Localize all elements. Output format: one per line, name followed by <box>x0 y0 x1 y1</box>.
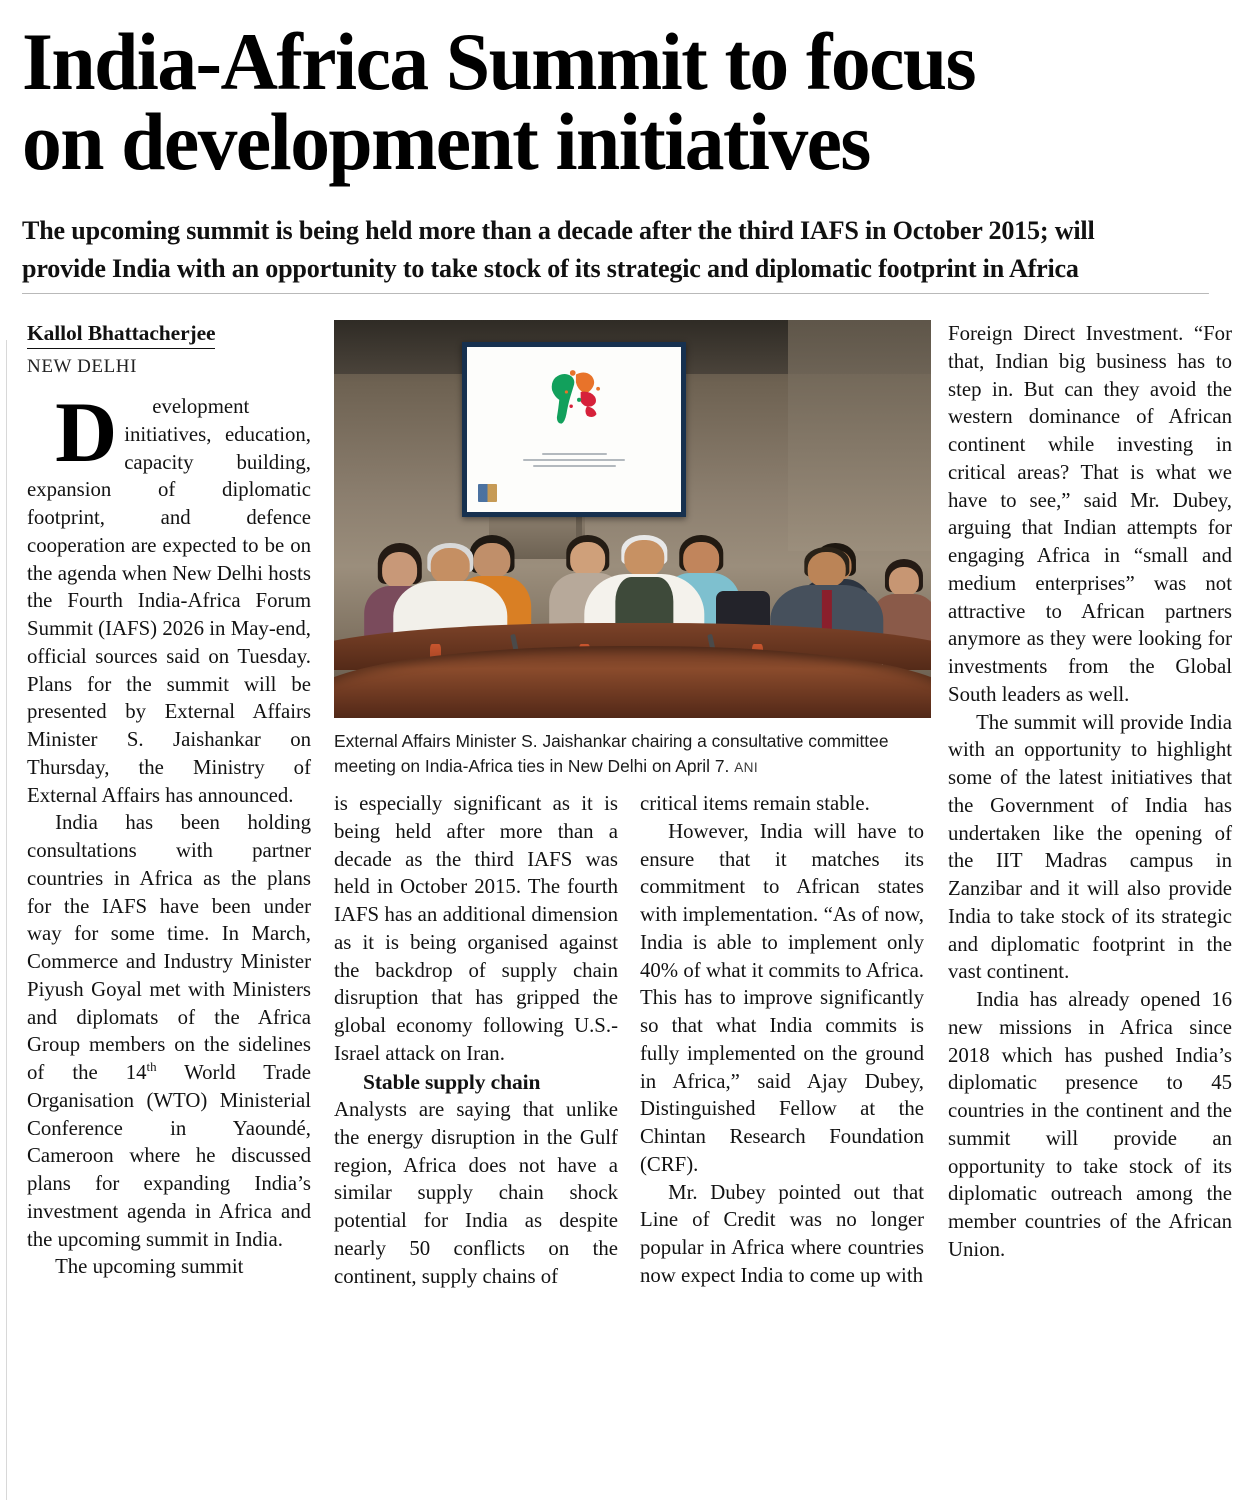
section-heading-stable-supply-chain: Stable supply chain <box>363 1069 541 1094</box>
photo-block <box>334 320 931 778</box>
article-column-1 <box>27 320 311 1281</box>
paragraph-c3-3: Mr. Dubey pointed out that Line of Credit was no longer popular in Africa where countries now expect India to come up with <box>640 1180 924 1287</box>
article-columns <box>22 320 1232 1450</box>
headline-line-1: India-Africa Summit to focus <box>22 16 975 107</box>
paragraph-c1-1-text: evelopment initiatives, education, capacity building, expansion of diplomatic footprint, and defence cooperation are expected to be on the agenda when New Delhi hosts the Fourth India-Africa Forum Summit (IAFS) 2026 in May-end, official sources said on Tuesday. Plans for the summit will be presented by External Affairs Minister S. Jaishankar on Thursday, the Ministry of External Affairs has announced. <box>27 395 311 807</box>
paragraph-c1-1 <box>27 384 311 809</box>
paragraph-c1-2a: India has been holding consultations with partner countries in Africa as the plans for the IAFS have been under way for some time. In March, Commerce and Industry Minister Piyush Goyal met with Ministers and diplomats of the Africa Group members on the sidelines of the 14 <box>27 811 311 1085</box>
article-column-3 <box>640 790 924 1290</box>
photo-wall-right <box>788 320 931 551</box>
page-title <box>22 0 1191 188</box>
paragraph-c1-2 <box>27 809 311 1253</box>
ordinal-suffix: th <box>146 1060 157 1075</box>
byline <box>27 320 311 379</box>
paragraph-c4-1: Foreign Direct Investment. “For that, Indian big business has to step in. But can they avoid the western dominance of African continent while investing in critical areas? That is what we have to see,” said Mr. Dubey, arguing that Indian attempts for engaging Africa in “small and medium enterprises” was not attractive to African partners anymore as they were looking for investments from the Global South leaders as well. <box>948 322 1232 706</box>
presentation-screen <box>462 342 686 517</box>
headline-line-2: on development initiatives <box>22 96 870 188</box>
paragraph-c2-2: Analysts are saying that unlike the energy disruption in the Gulf region, Africa does not have a similar supply chain shock potential for India as despite nearly 50 conflicts on the continent, supply chains of <box>334 1098 618 1288</box>
standfirst-line-1: The upcoming summit is being held more than a decade after the third IAFS in October 2015; will <box>22 214 1095 245</box>
paragraph-c4-2: The summit will provide India with an opportunity to highlight some of the latest initiatives that the Government of India has undertaken like the opening of the IIT Madras campus in Zanzibar and it will also provide India to take stock of its strategic and diplomatic footprint in the vast continent. <box>948 710 1232 984</box>
standfirst-line-2: provide India with an opportunity to take stock of its strategic and diplomatic footprint in Africa <box>22 252 1079 283</box>
article-column-4 <box>948 320 1232 1264</box>
byline-author: Kallol Bhattacherjee <box>27 321 215 349</box>
standfirst <box>22 211 1227 294</box>
paragraph-c4-3: India has already opened 16 new missions in Africa since 2018 which has pushed India’s diplomatic presence to 45 countries in the continent and the summit will provide an opportunity to take stock of its diplomatic outreach among the member countries of the African Union. <box>948 988 1232 1261</box>
article-photo <box>334 320 931 718</box>
byline-dateline: NEW DELHI <box>27 355 138 377</box>
page-edge-rule <box>6 340 7 1500</box>
photo-credit: ANI <box>734 759 759 775</box>
paragraph-c1-2b: World Trade Organisation (WTO) Ministerial Conference in Yaoundé, Cameroon where he discussed plans for expanding India’s investment agenda in Africa and the upcoming summit in India. <box>27 1061 311 1251</box>
photo-caption-text: External Affairs Minister S. Jaishankar chairing a consultative committee meeting on India-Africa ties in New Delhi on April 7. <box>334 731 889 776</box>
standfirst-text <box>22 211 1209 294</box>
paragraph-c1-3: The upcoming summit <box>55 1255 244 1279</box>
africa-map-logo-icon <box>523 365 626 444</box>
paragraph-c3-1: critical items remain stable. <box>640 792 870 816</box>
paragraph-c2-1: is especially significant as it is being held after more than a decade as the third IAFS was held in October 2015. The fourth IAFS has an additional dimension as it is being organised against the backdrop of supply chain disruption that has gripped the global economy following U.S.-Israel attack on Iran. <box>334 792 618 1065</box>
slide-emblem-icon <box>478 484 497 502</box>
drop-cap: D <box>55 384 118 481</box>
photo-caption <box>334 729 914 778</box>
conference-table-front <box>334 646 931 718</box>
article-column-2 <box>334 790 618 1290</box>
slide-text-lines <box>497 453 651 479</box>
paragraph-c3-2: However, India will have to ensure that it matches its commitment to African states with implementation. “As of now, India is able to implement only 40% of what it commits to Africa. This has to improve significantly so that what India commits is fully implemented on the ground in Africa,” said Ajay Dubey, Distinguished Fellow at the Chintan Research Foundation (CRF). <box>640 819 924 1176</box>
